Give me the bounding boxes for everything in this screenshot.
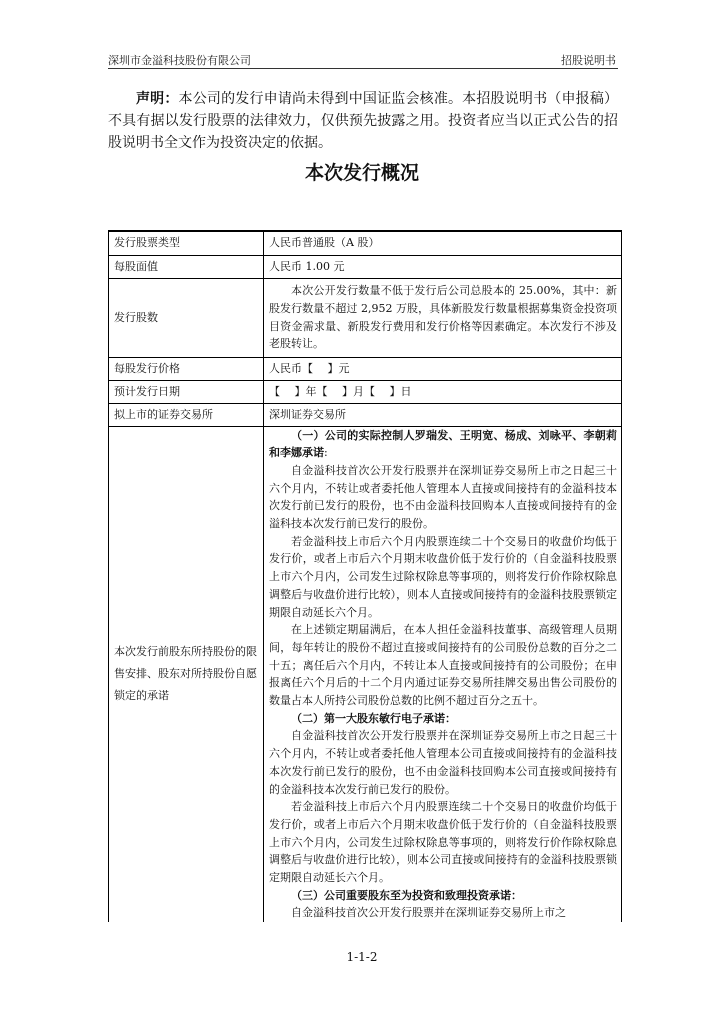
row-label: 本次发行前股东所持股份的限售安排、股东对所持股份自愿锁定的承诺 [109, 426, 264, 922]
header-divider [108, 68, 618, 69]
offering-overview-table [108, 230, 622, 922]
table-row [109, 403, 622, 426]
row-value: 本次公开发行数量不低于发行后公司总股本的 25.00%，其中：新股发行数量不超过 2,952 万股，具体新股发行数量根据募集资金投资项目资金需求量、新股发行费用和发行价格等因素确定。本次发行不涉及老股转让。 [264, 278, 622, 357]
table-row [109, 380, 622, 403]
row-label: 发行股数 [109, 278, 264, 357]
row-label: 拟上市的证券交易所 [109, 403, 264, 426]
statement-text: 本公司的发行申请尚未得到中国证监会核准。本招股说明书（申报稿）不具有据以发行股票的法律效力，仅供预先披露之用。投资者应当以正式公告的招股说明书全文作为投资决定的依据。 [108, 91, 618, 151]
row-label: 发行股票类型 [109, 231, 264, 255]
table-row [109, 357, 622, 380]
page-number: 1-1-2 [346, 950, 378, 964]
disclaimer-statement [108, 88, 618, 154]
row-value: 人民币【 】元 [264, 357, 622, 380]
header-doc-type: 招股说明书 [561, 54, 616, 67]
table-row [109, 426, 622, 922]
lockup-paragraph: 在上述锁定期届满后，在本人担任金溢科技董事、高级管理人员期间，每年转让的股份不超过直接或间接持有的公司股份总数的百分之二十五；离任后六个月内，不转让本人直接或间接持有的公司股份；在申报离任六个月后的十二个月内通过证券交易所挂牌交易出售公司股份的数量占本人所持公司股份总数的比例不超过百分之五十。 [269, 623, 617, 708]
page-header [108, 50, 616, 68]
lockup-heading-shareholder: （二）第一大股东敏行电子承诺： [291, 711, 456, 725]
lockup-paragraph: 自金溢科技首次公开发行股票并在深圳证券交易所上市之日起三十六个月内，不转让或者委托他人管理本人直接或间接持有的金溢科技本次发行前已发行的股份，也不由金溢科技回购本人直接或间接持有的金溢科技本次发行前已发行的股份。 [269, 463, 617, 531]
row-label: 每股发行价格 [109, 357, 264, 380]
lockup-paragraph: 若金溢科技上市后六个月内股票连续二十个交易日的收盘价均低于发行价，或者上市后六个月期末收盘价低于发行价的（自金溢科技股票上市六个月内，公司发生过除权除息等事项的，则将发行价作除权除息调整后与收盘价进行比较），则本人直接或间接持有的金溢科技股票锁定期限自动延长六个月。 [269, 534, 617, 619]
heading-text: （一）公司的实际控制人罗瑞发、王明宽、杨成、刘咏平、李朝莉和李娜承诺 [269, 428, 617, 460]
row-value: 【 】年【 】月【 】日 [264, 380, 622, 403]
lockup-paragraph: 自金溢科技首次公开发行股票并在深圳证券交易所上市之 [291, 906, 566, 920]
lockup-heading-controllers [269, 427, 617, 462]
row-label: 预计发行日期 [109, 380, 264, 403]
lockup-paragraph: 若金溢科技上市后六个月内股票连续二十个交易日的收盘价均低于发行价，或者上市后六个月期末收盘价低于发行价的（自金溢科技股票上市六个月内，公司发生过除权除息等事项的，则将发行价作除权除息调整后与收盘价进行比较），则本公司直接或间接持有的金溢科技股票锁定期限自动延长六个月。 [269, 800, 617, 885]
row-value: 深圳证券交易所 [264, 403, 622, 426]
table-row [109, 278, 622, 357]
row-value [264, 426, 622, 922]
table-row [109, 231, 622, 255]
row-label: 每股面值 [109, 255, 264, 278]
page-title: 本次发行概况 [304, 162, 419, 184]
statement-label: 声明： [136, 91, 179, 107]
lockup-heading-investors: （三）公司重要股东至为投资和致理投资承诺： [291, 888, 522, 902]
row-value: 人民币 1.00 元 [264, 255, 622, 278]
row-value: 人民币普通股（A 股） [264, 231, 622, 255]
heading-colon: : [324, 446, 328, 460]
header-company: 深圳市金溢科技股份有限公司 [108, 54, 251, 67]
lockup-paragraph: 自金溢科技首次公开发行股票并在深圳证券交易所上市之日起三十六个月内，不转让或者委托他人管理本公司直接或间接持有的金溢科技本次发行前已发行的股份，也不由金溢科技回购本公司直接或间接持有的金溢科技本次发行前已发行的股份。 [269, 729, 617, 796]
table-row [109, 255, 622, 278]
